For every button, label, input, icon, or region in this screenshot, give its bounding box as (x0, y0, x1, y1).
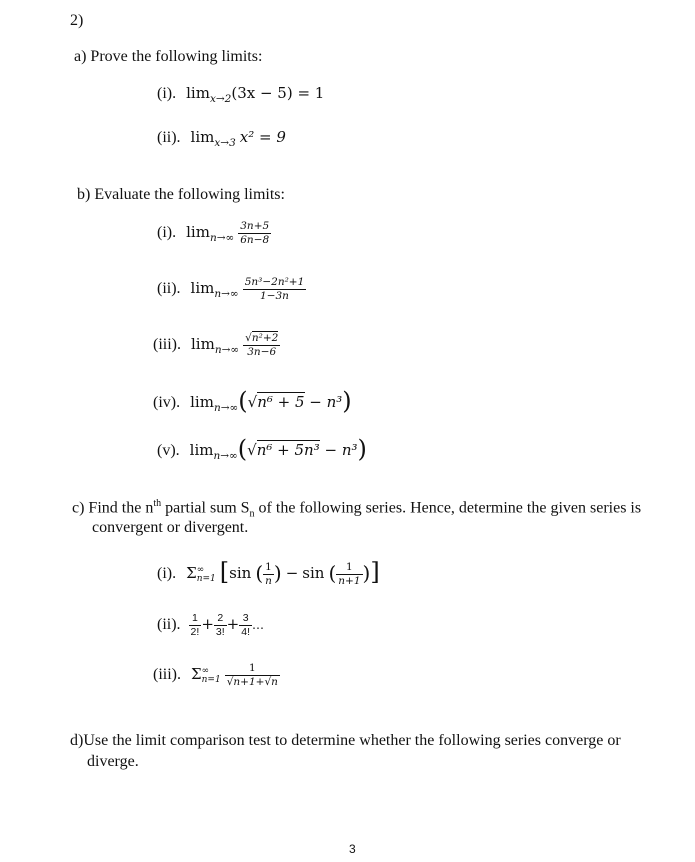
radicand: n⁶ + 5 (257, 393, 305, 411)
limit-expression: − n³ (304, 393, 343, 411)
part-c-text: partial sum S (161, 499, 250, 517)
fraction-numerator: 3n+5 (240, 220, 270, 232)
question-number: 2) (70, 12, 84, 29)
part-a-item-1 (157, 84, 324, 103)
part-b-item-5 (157, 435, 367, 463)
part-c-item-1 (157, 558, 380, 588)
ellipsis: … (252, 618, 264, 633)
lim-operator: lim (191, 335, 215, 354)
minus-sign: − (285, 564, 299, 583)
limit-expression: (3x − 5) = 1 (231, 84, 325, 102)
radicand: n (271, 676, 278, 688)
fraction-numerator: 1 (346, 561, 353, 573)
lim-subscript: n→∞ (214, 344, 240, 357)
page-number: 3 (349, 842, 356, 856)
fraction-denominator: 4! (241, 626, 250, 638)
lim-subscript: x→3 (214, 137, 236, 149)
sigma-limits (202, 667, 221, 685)
radicand: n²+2 (251, 332, 279, 344)
open-paren: ( (238, 387, 248, 415)
sqrt-icon: √ (226, 676, 234, 688)
lim-operator: lim (190, 128, 215, 146)
fraction-denominator (225, 675, 280, 689)
open-paren: ( (237, 435, 248, 463)
sin-function: sin (229, 564, 252, 583)
item-label: (i). (157, 565, 177, 583)
item-label: (ii). (157, 129, 181, 146)
close-bracket: ] (370, 558, 380, 587)
sigma-lower: n=1 (201, 674, 221, 685)
lim-subscript: n→∞ (214, 288, 239, 301)
part-a-heading: a) Prove the following limits: (74, 48, 263, 65)
radicand: n+1 (233, 676, 256, 688)
lim-subscript: n→∞ (209, 232, 235, 245)
subscript-n: n (249, 508, 255, 520)
fraction-denominator: 1−3n (243, 289, 307, 303)
lim-subscript: x→2 (209, 93, 232, 105)
item-label: (iv). (153, 394, 181, 411)
fraction-numerator: 1 (248, 662, 256, 674)
item-label: (i). (157, 224, 177, 242)
part-b-item-1 (157, 220, 271, 247)
sigma-icon: Σ (191, 665, 202, 684)
fraction-denominator: 6n−8 (240, 234, 270, 246)
lim-operator: lim (190, 393, 214, 411)
term-fraction (239, 612, 252, 639)
inner-fraction (336, 561, 362, 588)
lim-operator: lim (189, 441, 214, 459)
fraction-numerator: 1 (265, 561, 272, 573)
item-label: (i). (157, 85, 177, 102)
limit-expression: x² = 9 (239, 128, 286, 146)
fraction-numerator: 2 (217, 612, 224, 624)
item-label: (iii). (153, 666, 181, 684)
lim-subscript: n→∞ (213, 402, 239, 414)
sigma-upper: ∞ (201, 665, 210, 676)
fraction-numerator: 3 (242, 612, 249, 624)
part-c-text: of the following series. Hence, determine the given series is (254, 499, 642, 517)
fraction-denominator: 3n−6 (243, 345, 280, 359)
sin-function: sin (302, 564, 325, 583)
limit-expression: − n³ (319, 441, 358, 459)
part-a-item-2 (157, 128, 286, 147)
item-label: (ii). (157, 280, 181, 298)
part-c-line-2: convergent or divergent. (92, 519, 249, 536)
open-paren: ( (255, 561, 264, 586)
item-label: (ii). (157, 616, 181, 634)
term-fraction (189, 612, 202, 639)
limit-fraction (243, 276, 307, 303)
sqrt-icon: √ (247, 441, 257, 459)
part-b-item-3 (153, 332, 280, 359)
limit-fraction (243, 332, 280, 359)
radicand: n⁶ + 5n³ (256, 441, 320, 459)
part-c-line-1 (72, 498, 641, 520)
sigma-limits (197, 566, 216, 584)
close-paren: ) (273, 561, 282, 586)
part-d-line-1: d)Use the limit comparison test to determine whether the following series converge or (70, 732, 621, 749)
fraction-numerator: 1 (192, 612, 198, 624)
sigma-icon: Σ (186, 564, 197, 583)
sigma-lower: n=1 (196, 573, 216, 584)
inner-fraction (263, 561, 274, 588)
fraction-numerator (243, 332, 280, 345)
fraction-denominator: 3! (215, 626, 225, 638)
part-c-item-2 (157, 612, 264, 639)
lim-subscript: n→∞ (213, 450, 238, 462)
superscript-th: th (153, 498, 162, 509)
part-b-heading: b) Evaluate the following limits: (77, 186, 285, 203)
close-paren: ) (342, 387, 352, 415)
fraction-denominator: n (265, 575, 272, 587)
plus-sign: + (201, 615, 214, 634)
part-c-text: c) Find the n (72, 499, 154, 517)
close-paren: ) (357, 435, 367, 463)
open-paren: ( (328, 561, 337, 586)
term-fraction (214, 612, 227, 639)
sigma-upper: ∞ (196, 564, 205, 575)
lim-operator: lim (190, 279, 215, 298)
sqrt-icon: √ (264, 676, 272, 688)
item-label: (v). (157, 442, 180, 459)
item-label: (iii). (153, 336, 181, 354)
part-c-item-3 (153, 662, 280, 689)
part-b-item-4 (153, 387, 352, 415)
lim-operator: lim (186, 223, 210, 242)
fraction-denominator: 2! (190, 626, 200, 638)
sqrt-icon: √ (245, 332, 252, 344)
close-paren: ) (362, 561, 371, 586)
part-d-line-2: diverge. (87, 753, 139, 770)
lim-operator: lim (186, 84, 210, 102)
fraction-numerator: 5n³−2n²+1 (244, 276, 305, 288)
plus-sign: + (255, 676, 265, 688)
limit-fraction (238, 220, 271, 247)
fraction-denominator: n+1 (338, 575, 361, 587)
series-term-fraction (225, 662, 280, 689)
open-bracket: [ (219, 558, 230, 587)
part-b-item-2 (157, 276, 306, 303)
plus-sign: + (226, 615, 240, 634)
sqrt-icon: √ (247, 393, 258, 411)
